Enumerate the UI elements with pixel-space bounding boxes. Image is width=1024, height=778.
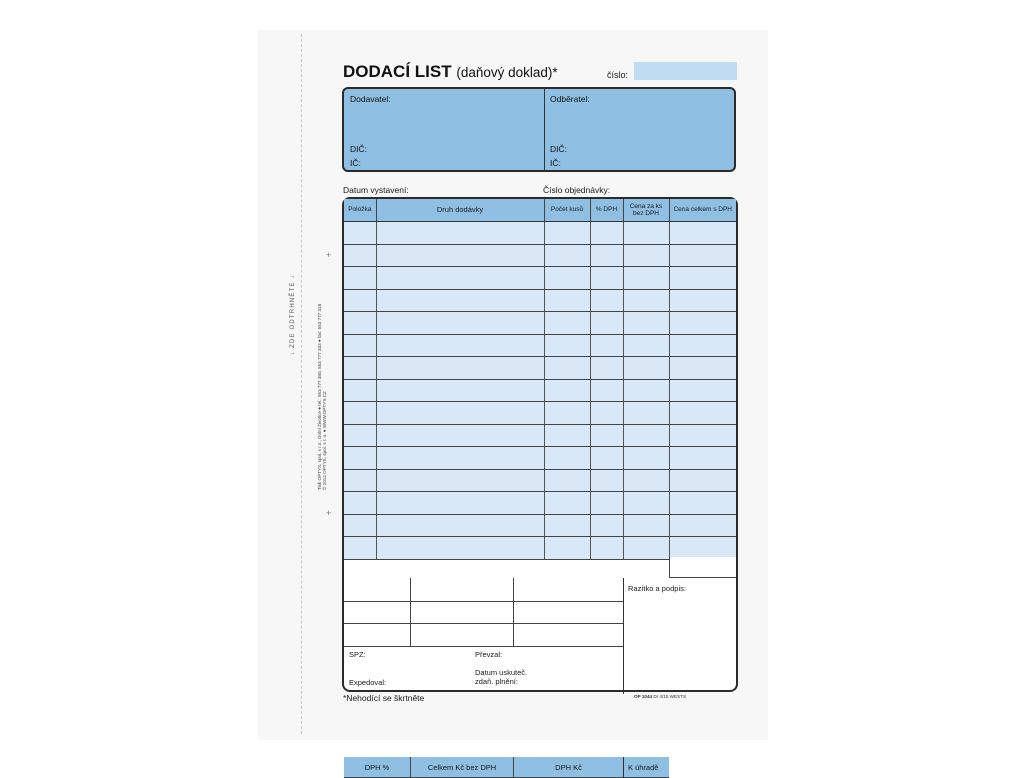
form-code bbox=[634, 694, 686, 699]
table-cell[interactable] bbox=[376, 537, 544, 560]
table-cell[interactable] bbox=[623, 424, 669, 447]
table-cell[interactable] bbox=[376, 469, 544, 492]
items-table bbox=[344, 199, 736, 560]
footnote: *Nehodící se škrtněte bbox=[343, 693, 425, 703]
table-cell[interactable] bbox=[669, 267, 736, 290]
taxable-date-label: Datum uskuteč. zdaň. plnění: bbox=[475, 668, 528, 686]
table-cell[interactable] bbox=[669, 447, 736, 470]
table-cell[interactable] bbox=[544, 289, 590, 312]
table-cell[interactable] bbox=[544, 424, 590, 447]
parties-box bbox=[342, 87, 736, 172]
table-cell[interactable] bbox=[376, 289, 544, 312]
publisher-info bbox=[317, 304, 327, 490]
table-cell[interactable] bbox=[376, 492, 544, 515]
table-cell[interactable] bbox=[590, 357, 623, 380]
dispatched-label: Expedoval: bbox=[349, 678, 387, 687]
vat-percent-header: DPH % bbox=[344, 757, 410, 778]
summary-grid-line bbox=[410, 578, 411, 646]
parties-divider bbox=[544, 89, 545, 170]
table-cell[interactable] bbox=[344, 469, 376, 492]
table-cell[interactable] bbox=[590, 289, 623, 312]
registration-mark-icon: + bbox=[326, 250, 332, 260]
document-title bbox=[343, 62, 558, 82]
table-cell[interactable] bbox=[590, 334, 623, 357]
number-field[interactable] bbox=[634, 62, 737, 80]
table-cell[interactable] bbox=[590, 379, 623, 402]
table-cell[interactable] bbox=[376, 267, 544, 290]
table-row bbox=[344, 492, 736, 515]
publisher-line: Tisk OPTYS, spol. s r.o., Dolní Životice ● tel.: 553 777 380, 553 777 333 ● fax: 553 777 318 bbox=[317, 303, 322, 490]
to-pay-field[interactable] bbox=[669, 557, 736, 578]
col-header-unit-price: Cena za ks bez DPH bbox=[623, 199, 669, 222]
table-cell[interactable] bbox=[590, 447, 623, 470]
received-label: Převzal: bbox=[475, 650, 503, 659]
total-without-vat-header: Celkem Kč bez DPH bbox=[410, 757, 513, 778]
table-cell[interactable] bbox=[590, 402, 623, 425]
table-cell[interactable] bbox=[544, 469, 590, 492]
table-cell[interactable] bbox=[623, 469, 669, 492]
table-cell[interactable] bbox=[669, 312, 736, 335]
customer-ic-label: IČ: bbox=[550, 158, 561, 168]
table-cell[interactable] bbox=[376, 447, 544, 470]
supplier-label: Dodavatel: bbox=[350, 94, 391, 104]
table-cell[interactable] bbox=[669, 357, 736, 380]
table-cell[interactable] bbox=[544, 312, 590, 335]
table-cell[interactable] bbox=[669, 222, 736, 245]
table-cell[interactable] bbox=[590, 244, 623, 267]
table-row bbox=[344, 334, 736, 357]
table-cell[interactable] bbox=[590, 537, 623, 560]
table-cell[interactable] bbox=[344, 244, 376, 267]
supplier-dic-label: DIČ: bbox=[350, 144, 367, 154]
table-cell[interactable] bbox=[544, 222, 590, 245]
items-header-row bbox=[344, 199, 736, 222]
to-pay-label: K úhradě bbox=[623, 757, 669, 778]
stamp-signature-label: Razítko a podpis: bbox=[628, 584, 686, 593]
table-row bbox=[344, 222, 736, 245]
table-cell[interactable] bbox=[669, 289, 736, 312]
table-cell[interactable] bbox=[669, 469, 736, 492]
table-row bbox=[344, 402, 736, 425]
table-row bbox=[344, 312, 736, 335]
table-cell[interactable] bbox=[376, 244, 544, 267]
table-cell[interactable] bbox=[669, 379, 736, 402]
table-cell[interactable] bbox=[623, 267, 669, 290]
table-cell[interactable] bbox=[544, 402, 590, 425]
table-cell[interactable] bbox=[544, 537, 590, 560]
col-header-description: Druh dodávky bbox=[376, 199, 544, 222]
table-cell[interactable] bbox=[623, 537, 669, 560]
registration-mark-icon: + bbox=[326, 508, 332, 518]
table-cell[interactable] bbox=[544, 379, 590, 402]
table-cell[interactable] bbox=[623, 379, 669, 402]
table-cell[interactable] bbox=[376, 357, 544, 380]
table-cell[interactable] bbox=[376, 379, 544, 402]
table-cell[interactable] bbox=[544, 357, 590, 380]
title-main: DODACÍ LIST bbox=[343, 62, 452, 81]
vat-czk-header: DPH Kč bbox=[513, 757, 623, 778]
col-header-vat-rate: % DPH bbox=[590, 199, 623, 222]
table-row bbox=[344, 447, 736, 470]
table-cell[interactable] bbox=[669, 537, 736, 560]
col-header-total-price: Cena celkem s DPH bbox=[669, 199, 736, 222]
col-header-item: Položka bbox=[344, 199, 376, 222]
issue-date-label: Datum vystavení: bbox=[343, 185, 409, 195]
table-cell[interactable] bbox=[344, 402, 376, 425]
table-cell[interactable] bbox=[623, 514, 669, 537]
table-cell[interactable] bbox=[590, 424, 623, 447]
table-cell[interactable] bbox=[344, 424, 376, 447]
table-cell[interactable] bbox=[590, 222, 623, 245]
table-cell[interactable] bbox=[376, 402, 544, 425]
table-cell[interactable] bbox=[623, 222, 669, 245]
table-cell[interactable] bbox=[344, 289, 376, 312]
table-cell[interactable] bbox=[344, 492, 376, 515]
table-cell[interactable] bbox=[544, 447, 590, 470]
table-cell[interactable] bbox=[544, 334, 590, 357]
table-cell[interactable] bbox=[623, 447, 669, 470]
table-cell[interactable] bbox=[376, 312, 544, 335]
table-row bbox=[344, 357, 736, 380]
table-cell[interactable] bbox=[590, 267, 623, 290]
table-cell[interactable] bbox=[544, 244, 590, 267]
table-cell[interactable] bbox=[544, 492, 590, 515]
table-cell[interactable] bbox=[590, 492, 623, 515]
table-cell[interactable] bbox=[344, 357, 376, 380]
table-row bbox=[344, 289, 736, 312]
summary-grid-line bbox=[513, 578, 514, 646]
table-cell[interactable] bbox=[344, 447, 376, 470]
table-cell[interactable] bbox=[344, 267, 376, 290]
col-header-quantity: Počet kusů bbox=[544, 199, 590, 222]
table-cell[interactable] bbox=[376, 424, 544, 447]
title-subtitle: (daňový doklad)* bbox=[456, 65, 558, 80]
table-cell[interactable] bbox=[376, 334, 544, 357]
table-cell[interactable] bbox=[669, 244, 736, 267]
table-cell[interactable] bbox=[623, 492, 669, 515]
customer-label: Odběratel: bbox=[550, 94, 590, 104]
supplier-ic-label: IČ: bbox=[350, 158, 361, 168]
table-cell[interactable] bbox=[376, 514, 544, 537]
table-cell[interactable] bbox=[623, 402, 669, 425]
summary-grid-line bbox=[344, 601, 623, 602]
table-cell[interactable] bbox=[344, 334, 376, 357]
table-cell[interactable] bbox=[623, 244, 669, 267]
summary-grid-line bbox=[344, 623, 623, 624]
number-label: číslo: bbox=[607, 70, 629, 80]
form-code-suffix: Dr 4/15 WESTS bbox=[653, 694, 687, 699]
table-cell[interactable] bbox=[590, 514, 623, 537]
table-row bbox=[344, 244, 736, 267]
table-cell[interactable] bbox=[669, 492, 736, 515]
signature-divider bbox=[623, 578, 624, 694]
table-cell[interactable] bbox=[544, 267, 590, 290]
table-cell[interactable] bbox=[669, 334, 736, 357]
summary-grid-line bbox=[344, 646, 623, 647]
table-cell[interactable] bbox=[623, 312, 669, 335]
copyright-line: © 2012 OPTYS, spol. s r. o. ● WWW.OPTYS.CZ bbox=[322, 391, 327, 490]
table-cell[interactable] bbox=[590, 312, 623, 335]
table-cell[interactable] bbox=[669, 424, 736, 447]
customer-dic-label: DIČ: bbox=[550, 144, 567, 154]
table-row bbox=[344, 267, 736, 290]
table-row bbox=[344, 379, 736, 402]
table-cell[interactable] bbox=[344, 312, 376, 335]
table-row bbox=[344, 537, 736, 560]
form-code-number: OP 1044 bbox=[634, 694, 653, 699]
items-body bbox=[344, 222, 736, 560]
table-row bbox=[344, 424, 736, 447]
table-cell[interactable] bbox=[344, 537, 376, 560]
table-cell[interactable] bbox=[623, 357, 669, 380]
table-row bbox=[344, 514, 736, 537]
cut-here-label: ↓ ZDE ODTRHNĚTE ↓ bbox=[290, 274, 296, 355]
table-cell[interactable] bbox=[544, 514, 590, 537]
table-cell[interactable] bbox=[623, 289, 669, 312]
table-cell[interactable] bbox=[376, 222, 544, 245]
spz-label: SPZ: bbox=[349, 650, 366, 659]
table-cell[interactable] bbox=[669, 402, 736, 425]
table-cell[interactable] bbox=[590, 469, 623, 492]
table-row bbox=[344, 469, 736, 492]
perforation-line bbox=[301, 34, 302, 734]
table-cell[interactable] bbox=[344, 222, 376, 245]
table-cell[interactable] bbox=[623, 334, 669, 357]
table-cell[interactable] bbox=[669, 514, 736, 537]
order-number-label: Číslo objednávky: bbox=[543, 185, 611, 195]
table-cell[interactable] bbox=[344, 514, 376, 537]
table-cell[interactable] bbox=[344, 379, 376, 402]
